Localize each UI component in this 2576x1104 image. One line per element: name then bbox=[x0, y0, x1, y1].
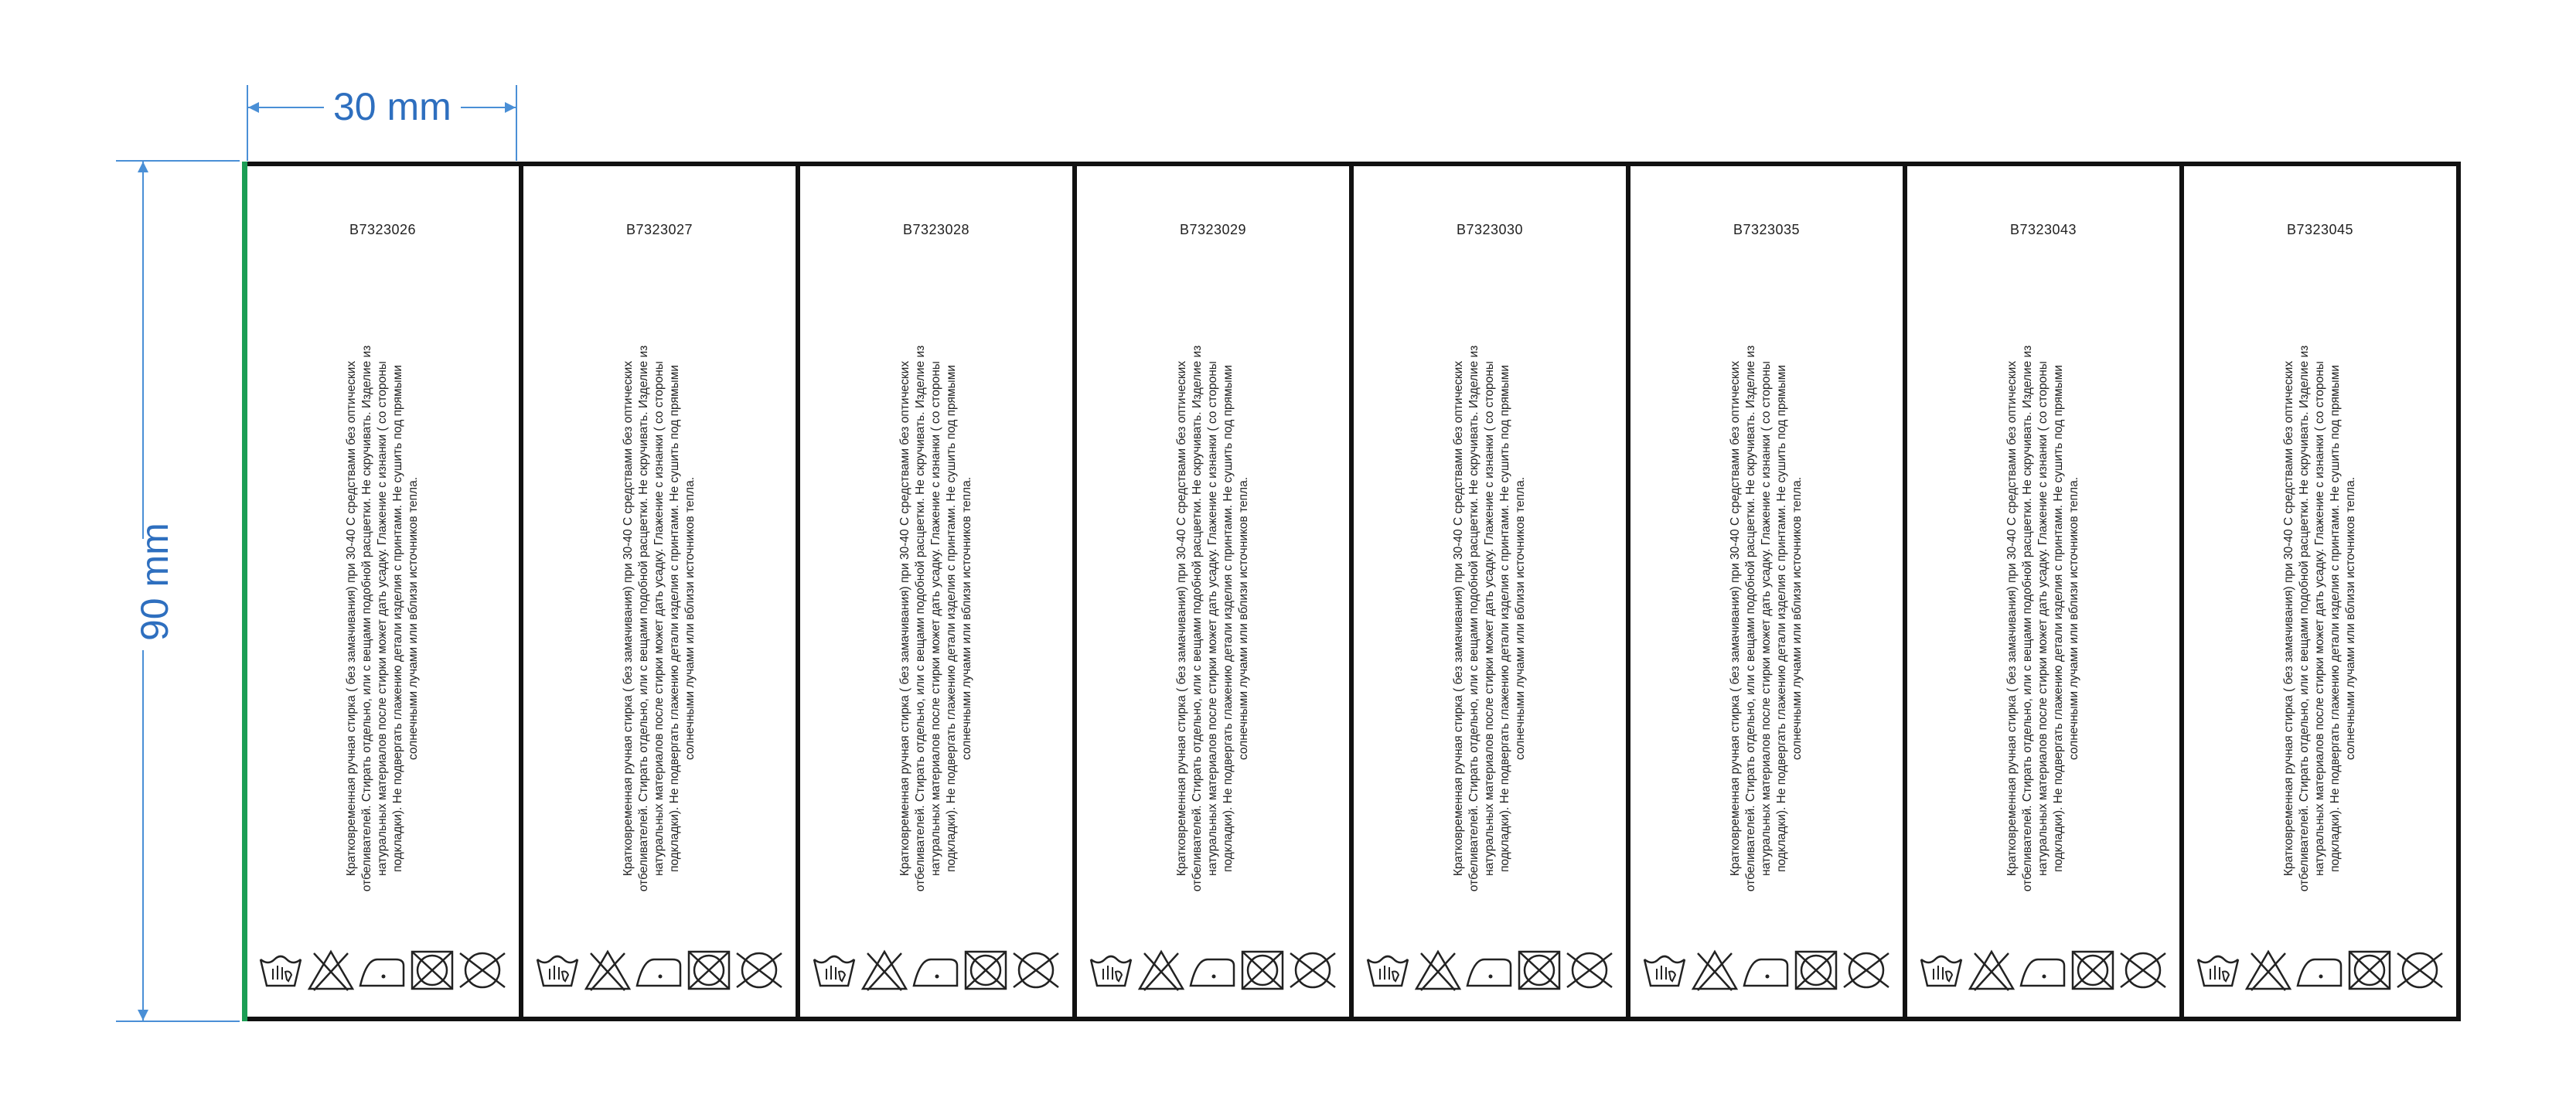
no-dry-clean-icon bbox=[1564, 949, 1615, 992]
no-bleach-icon bbox=[1136, 949, 1186, 992]
iron-low-icon bbox=[1187, 949, 1237, 992]
care-label bbox=[1354, 166, 1630, 1017]
no-dry-clean-icon bbox=[1841, 949, 1892, 992]
width-extension-left bbox=[247, 85, 248, 161]
care-icons bbox=[257, 947, 508, 993]
no-dry-clean-icon bbox=[734, 949, 785, 992]
no-tumble-dry-icon bbox=[2070, 949, 2116, 992]
no-tumble-dry-icon bbox=[2346, 949, 2393, 992]
height-dimension bbox=[116, 160, 178, 1022]
care-icons bbox=[2195, 947, 2445, 993]
hand-wash-icon bbox=[1088, 949, 1134, 992]
article-code: B7323045 bbox=[2286, 222, 2354, 237]
hand-wash-icon bbox=[1641, 949, 1688, 992]
care-instructions: Кратковременная ручная стирка ( без замачивания) при 30-40 С средствами без оптических отбеливателей. Стирать отдельно, или с вещами подобной расцветки. Не скручивать. Изделие из натуральных материалов после стирки может дать усадку. Глажение с изнанки ( со стороны подкладки). Не подвергать глажению детали изделия с принтами. Не сушить под прямыми солнечными лучами или вблизи источников тепла. bbox=[898, 345, 973, 892]
accent-edge bbox=[242, 162, 247, 1021]
care-instructions: Кратковременная ручная стирка ( без замачивания) при 30-40 С средствами без оптических отбеливателей. Стирать отдельно, или с вещами подобной расцветки. Не скручивать. Изделие из натуральных материалов после стирки может дать усадку. Глажение с изнанки ( со стороны подкладки). Не подвергать глажению детали изделия с принтами. Не сушить под прямыми солнечными лучами или вблизи источников тепла. bbox=[2005, 345, 2080, 892]
iron-low-icon bbox=[2295, 949, 2344, 992]
article-code: B7323026 bbox=[349, 222, 417, 237]
no-bleach-icon bbox=[860, 949, 909, 992]
arrow-right-icon bbox=[505, 102, 516, 113]
no-dry-clean-icon bbox=[457, 949, 508, 992]
no-dry-clean-icon bbox=[2118, 949, 2169, 992]
care-icons bbox=[1641, 947, 1892, 993]
hand-wash-icon bbox=[1918, 949, 1964, 992]
article-code: B7323035 bbox=[1733, 222, 1801, 237]
article-code: B7323030 bbox=[1456, 222, 1524, 237]
arrow-down-icon bbox=[138, 1010, 148, 1021]
no-bleach-icon bbox=[1413, 949, 1463, 992]
no-tumble-dry-icon bbox=[1516, 949, 1562, 992]
iron-low-icon bbox=[911, 949, 960, 992]
width-label: 30 mm bbox=[324, 83, 461, 130]
care-label bbox=[523, 166, 800, 1017]
no-bleach-icon bbox=[2244, 949, 2293, 992]
care-instructions: Кратковременная ручная стирка ( без замачивания) при 30-40 С средствами без оптических отбеливателей. Стирать отдельно, или с вещами подобной расцветки. Не скручивать. Изделие из натуральных материалов после стирки может дать усадку. Глажение с изнанки ( со стороны подкладки). Не подвергать глажению детали изделия с принтами. Не сушить под прямыми солнечными лучами или вблизи источников тепла. bbox=[1452, 345, 1527, 892]
care-label bbox=[247, 166, 523, 1017]
care-label bbox=[800, 166, 1077, 1017]
width-extension-right bbox=[516, 85, 517, 161]
label-sheet bbox=[242, 162, 2461, 1021]
no-bleach-icon bbox=[1690, 949, 1739, 992]
care-icons bbox=[1088, 947, 1338, 993]
care-icons bbox=[811, 947, 1061, 993]
no-dry-clean-icon bbox=[1010, 949, 1061, 992]
no-bleach-icon bbox=[583, 949, 632, 992]
height-label: 90 mm bbox=[131, 539, 178, 650]
care-instructions: Кратковременная ручная стирка ( без замачивания) при 30-40 С средствами без оптических отбеливателей. Стирать отдельно, или с вещами подобной расцветки. Не скручивать. Изделие из натуральных материалов после стирки может дать усадку. Глажение с изнанки ( со стороны подкладки). Не подвергать глажению детали изделия с принтами. Не сушить под прямыми солнечными лучами или вблизи источников тепла. bbox=[2282, 345, 2357, 892]
width-dimension bbox=[247, 85, 517, 131]
hand-wash-icon bbox=[257, 949, 304, 992]
no-tumble-dry-icon bbox=[963, 949, 1009, 992]
article-code: B7323043 bbox=[2009, 222, 2077, 237]
iron-low-icon bbox=[1741, 949, 1791, 992]
article-code: B7323027 bbox=[625, 222, 693, 237]
care-label bbox=[1907, 166, 2184, 1017]
height-extension-bottom bbox=[116, 1021, 240, 1022]
no-bleach-icon bbox=[306, 949, 356, 992]
hand-wash-icon bbox=[534, 949, 581, 992]
arrow-left-icon bbox=[248, 102, 259, 113]
iron-low-icon bbox=[357, 949, 407, 992]
no-tumble-dry-icon bbox=[1793, 949, 1839, 992]
care-icons bbox=[1918, 947, 2169, 993]
care-instructions: Кратковременная ручная стирка ( без замачивания) при 30-40 С средствами без оптических отбеливателей. Стирать отдельно, или с вещами подобной расцветки. Не скручивать. Изделие из натуральных материалов после стирки может дать усадку. Глажение с изнанки ( со стороны подкладки). Не подвергать глажению детали изделия с принтами. Не сушить под прямыми солнечными лучами или вблизи источников тепла. bbox=[345, 345, 420, 892]
article-code: B7323028 bbox=[902, 222, 970, 237]
iron-low-icon bbox=[2018, 949, 2067, 992]
care-icons bbox=[534, 947, 785, 993]
care-instructions: Кратковременная ручная стирка ( без замачивания) при 30-40 С средствами без оптических отбеливателей. Стирать отдельно, или с вещами подобной расцветки. Не скручивать. Изделие из натуральных материалов после стирки может дать усадку. Глажение с изнанки ( со стороны подкладки). Не подвергать глажению детали изделия с принтами. Не сушить под прямыми солнечными лучами или вблизи источников тепла. bbox=[1175, 345, 1250, 892]
hand-wash-icon bbox=[1365, 949, 1411, 992]
care-label bbox=[2184, 166, 2456, 1017]
no-tumble-dry-icon bbox=[686, 949, 732, 992]
no-dry-clean-icon bbox=[1287, 949, 1338, 992]
care-icons bbox=[1365, 947, 1615, 993]
care-instructions: Кратковременная ручная стирка ( без замачивания) при 30-40 С средствами без оптических отбеливателей. Стирать отдельно, или с вещами подобной расцветки. Не скручивать. Изделие из натуральных материалов после стирки может дать усадку. Глажение с изнанки ( со стороны подкладки). Не подвергать глажению детали изделия с принтами. Не сушить под прямыми солнечными лучами или вблизи источников тепла. bbox=[1729, 345, 1804, 892]
care-instructions: Кратковременная ручная стирка ( без замачивания) при 30-40 С средствами без оптических отбеливателей. Стирать отдельно, или с вещами подобной расцветки. Не скручивать. Изделие из натуральных материалов после стирки может дать усадку. Глажение с изнанки ( со стороны подкладки). Не подвергать глажению детали изделия с принтами. Не сушить под прямыми солнечными лучами или вблизи источников тепла. bbox=[622, 345, 697, 892]
no-dry-clean-icon bbox=[2394, 949, 2445, 992]
height-extension-top bbox=[116, 160, 240, 162]
care-label bbox=[1630, 166, 1907, 1017]
iron-low-icon bbox=[634, 949, 683, 992]
iron-low-icon bbox=[1464, 949, 1514, 992]
article-code: B7323029 bbox=[1179, 222, 1247, 237]
hand-wash-icon bbox=[2195, 949, 2241, 992]
hand-wash-icon bbox=[811, 949, 857, 992]
no-tumble-dry-icon bbox=[1239, 949, 1286, 992]
arrow-up-icon bbox=[138, 162, 148, 172]
care-label bbox=[1077, 166, 1354, 1017]
no-tumble-dry-icon bbox=[409, 949, 455, 992]
no-bleach-icon bbox=[1967, 949, 2016, 992]
